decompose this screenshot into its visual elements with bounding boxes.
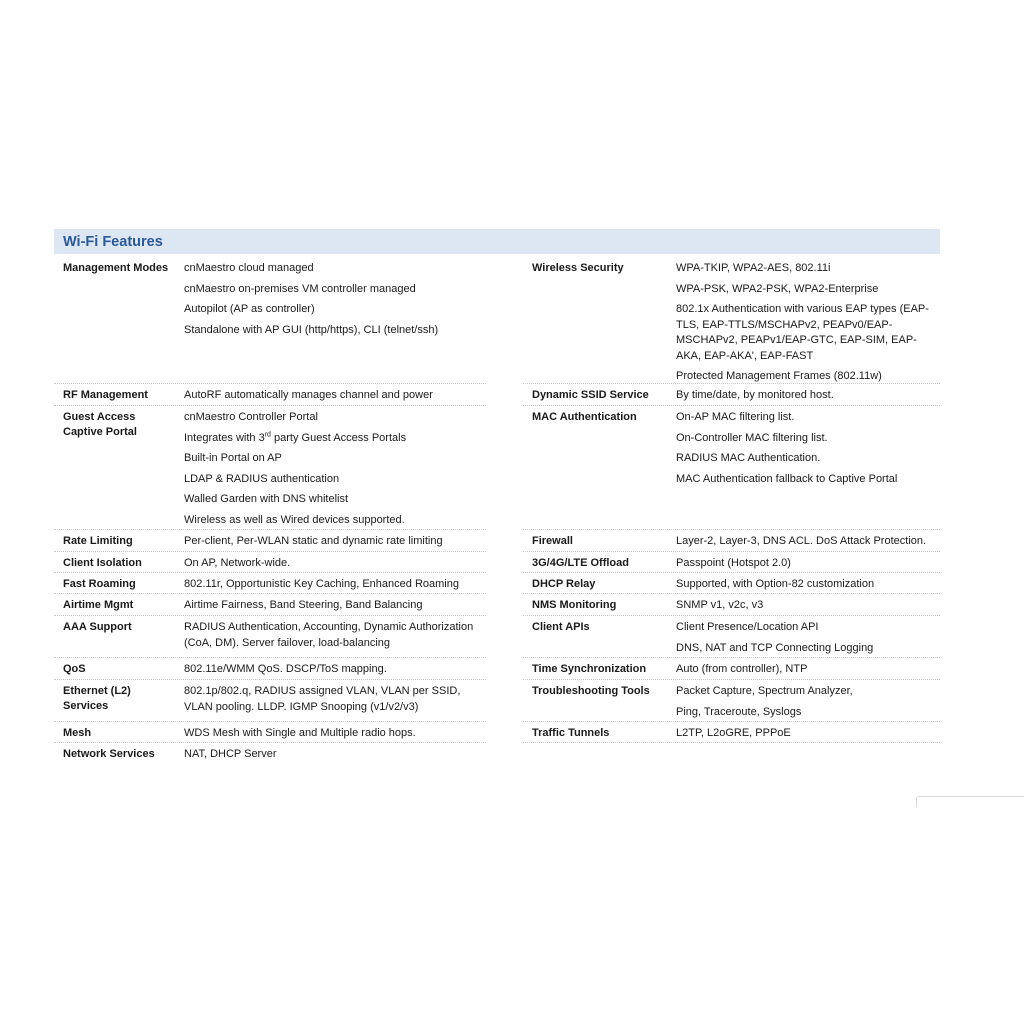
feature-label: Firewall [532,535,573,547]
feature-value: WPA-TKIP, WPA2-AES, 802.11i [676,262,831,274]
feature-value: RADIUS Authentication, Accounting, Dynamic Authorization (CoA, DM). Server failover, load-balancing [184,621,474,649]
feature-value: cnMaestro cloud managed [184,262,314,274]
feature-value: On AP, Network-wide. [184,557,291,569]
feature-label: Mesh [63,727,92,739]
feature-value: L2TP, L2oGRE, PPPoE [676,727,791,739]
feature-row-dynamic-ssid [523,384,940,406]
feature-value: cnMaestro Controller Portal [184,411,318,423]
feature-label: RF Management [63,389,148,401]
feature-value: NAT, DHCP Server [184,748,277,760]
feature-value: SNMP v1, v2c, v3 [676,599,764,611]
feature-label: Rate Limiting [63,535,133,547]
feature-row-traffic-tunnels [523,722,940,743]
feature-row-ethernet-services [54,680,486,722]
feature-row-qos [54,658,486,680]
feature-label: Ethernet (L2) Services [63,685,131,712]
feature-value: cnMaestro on-premises VM controller managed [184,282,416,295]
feature-row-client-isolation [54,552,486,573]
section-header [54,229,940,254]
features-right-column [523,257,940,743]
feature-value: Layer-2, Layer-3, DNS ACL. DoS Attack Protection. [676,535,927,547]
feature-value: 802.1x Authentication with various EAP types (EAP-TLS, EAP-TTLS/MSCHAPv2, PEAPv0/EAP-MSCHAPv2, PEAPv1/EAP-GTC, EAP-SIM, EAP-AKA, EAP-AKA', EAP-FAST [676,303,929,362]
feature-value: Per-client, Per-WLAN static and dynamic rate limiting [184,535,443,547]
feature-row-dhcp-relay [523,573,940,594]
feature-value: On-Controller MAC filtering list. [676,431,828,444]
feature-row-mac-authentication [523,406,940,530]
feature-label: MAC Authentication [532,411,637,423]
feature-value: On-AP MAC filtering list. [676,411,795,423]
feature-label: Fast Roaming [63,578,136,590]
feature-row-airtime-mgmt [54,594,486,616]
section-title: Wi-Fi Features [63,234,163,250]
feature-label: Time Synchronization [532,663,647,675]
feature-label: Airtime Mgmt [63,599,134,611]
feature-value: WPA-PSK, WPA2-PSK, WPA2-Enterprise [676,282,879,295]
feature-row-aaa-support [54,616,486,658]
feature-row-firewall [523,530,940,552]
feature-value: Integrates with 3rd party Guest Access Portals [184,430,407,444]
feature-value: Supported, with Option-82 customization [676,578,875,590]
feature-label: QoS [63,663,86,675]
feature-value: 802.11e/WMM QoS. DSCP/ToS mapping. [184,663,387,675]
feature-label: Traffic Tunnels [532,727,610,739]
feature-row-fast-roaming [54,573,486,594]
feature-label: Network Services [63,748,155,760]
feature-row-time-sync [523,658,940,680]
page-edge-divider [916,796,1024,807]
feature-row-troubleshooting [523,680,940,722]
feature-label: Wireless Security [532,262,624,274]
feature-value: Client Presence/Location API [676,621,819,633]
feature-label: AAA Support [63,621,132,633]
feature-value: Ping, Traceroute, Syslogs [676,705,802,718]
feature-row-mesh [54,722,486,743]
feature-value: Passpoint (Hotspot 2.0) [676,557,791,569]
feature-value: MAC Authentication fallback to Captive Portal [676,472,898,485]
feature-value: Standalone with AP GUI (http/https), CLI (telnet/ssh) [184,323,439,336]
feature-value: LDAP & RADIUS authentication [184,472,340,485]
feature-row-wireless-security [523,257,940,384]
feature-value: Autopilot (AP as controller) [184,303,315,315]
feature-value: 802.1p/802.q, RADIUS assigned VLAN, VLAN per SSID, VLAN pooling. LLDP. IGMP Snooping (v1/v2/v3) [184,685,461,713]
feature-label: DHCP Relay [532,578,596,590]
feature-value: 802.11r, Opportunistic Key Caching, Enhanced Roaming [184,578,459,590]
feature-value: By time/date, by monitored host. [676,389,834,401]
feature-value: Packet Capture, Spectrum Analyzer, [676,685,853,697]
feature-value: RADIUS MAC Authentication. [676,452,821,464]
feature-value: Auto (from controller), NTP [676,663,808,675]
feature-row-client-apis [523,616,940,658]
feature-value: WDS Mesh with Single and Multiple radio hops. [184,727,416,739]
feature-row-nms-monitoring [523,594,940,616]
feature-label: Client Isolation [63,557,142,569]
feature-value: Built-in Portal on AP [184,452,282,464]
feature-row-management-modes [54,257,486,384]
feature-label: Troubleshooting Tools [532,685,650,697]
features-left-column [54,257,486,765]
feature-label: NMS Monitoring [532,599,617,611]
feature-label: 3G/4G/LTE Offload [532,557,629,569]
feature-row-rf-management [54,384,486,406]
feature-label: Guest Access Captive Portal [63,411,137,438]
feature-value: Airtime Fairness, Band Steering, Band Balancing [184,599,423,611]
feature-row-lte-offload [523,552,940,573]
feature-value: AutoRF automatically manages channel and power [184,389,433,401]
feature-value: Protected Management Frames (802.11w) [676,370,882,382]
feature-label: Client APIs [532,621,590,633]
feature-row-network-services [54,743,486,765]
feature-value: Walled Garden with DNS whitelist [184,493,349,505]
feature-label: Management Modes [63,262,169,274]
feature-label: Dynamic SSID Service [532,389,649,401]
feature-value: DNS, NAT and TCP Connecting Logging [676,641,874,654]
feature-row-rate-limiting [54,530,486,552]
feature-value: Wireless as well as Wired devices supported. [184,513,405,526]
feature-row-guest-access [54,406,486,530]
